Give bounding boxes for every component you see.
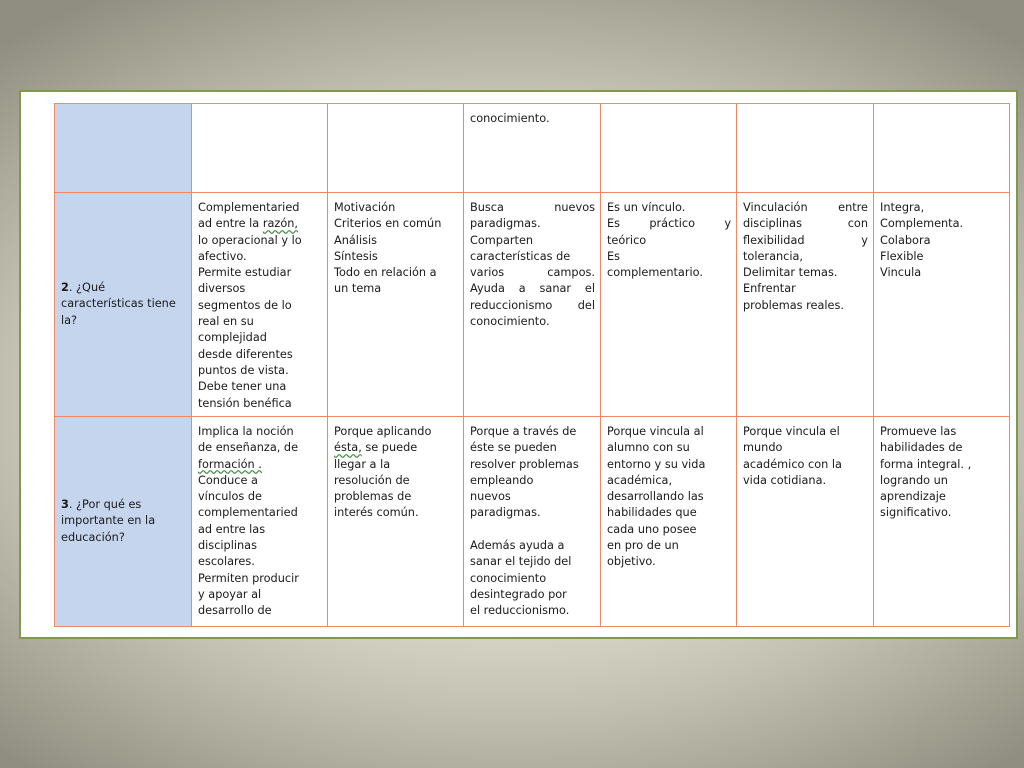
cell-text-line: Ayuda a sanar el bbox=[470, 282, 595, 296]
cell-text-line: Delimitar temas. bbox=[743, 266, 838, 280]
cell-text-line: Porque vincula el bbox=[743, 425, 840, 438]
table-cell bbox=[192, 193, 328, 417]
cell-text-line: conocimiento bbox=[470, 571, 547, 585]
cell-text-line: interés común. bbox=[334, 506, 419, 520]
table-cell bbox=[328, 417, 464, 627]
cell-text-line: habilidades de bbox=[880, 441, 963, 455]
cell-text-line: Es bbox=[607, 249, 621, 263]
table-cell bbox=[328, 104, 464, 193]
cell-text-line: puntos de vista. bbox=[198, 363, 289, 377]
cell-text-line: el reduccionismo. bbox=[470, 604, 570, 618]
cell-text-line: logrando un bbox=[880, 473, 948, 487]
cell-text-line: formación . bbox=[198, 457, 262, 471]
cell-text-line: Todo en relación a bbox=[334, 266, 437, 280]
question-text: . ¿Qué características tiene la? bbox=[61, 281, 176, 327]
cell-text-line: Flexible bbox=[880, 249, 924, 263]
cell-text-line: Es práctico y bbox=[607, 217, 731, 231]
cell-text-line: Además ayuda a bbox=[470, 539, 565, 553]
cell-text-line: desintegrado por bbox=[470, 587, 567, 601]
cell-text-line: Complementa. bbox=[880, 217, 964, 231]
cell-text-line: Colabora bbox=[880, 233, 931, 247]
table-cell bbox=[601, 193, 737, 417]
cell-text-line: vida cotidiana. bbox=[743, 473, 827, 487]
cell-text-line: Complementaried bbox=[198, 201, 300, 214]
cell-text-line: empleando bbox=[470, 473, 534, 487]
cell-text-line: entorno y su vida bbox=[607, 457, 706, 471]
row-header-cell bbox=[55, 104, 192, 193]
cell-text-line: significativo. bbox=[880, 506, 952, 520]
cell-text-line: Vinculación entre bbox=[743, 201, 868, 214]
cell-text-line: Porque vincula al bbox=[607, 425, 704, 438]
cell-text-line: habilidades que bbox=[607, 506, 697, 520]
cell-text-line: desde diferentes bbox=[198, 347, 293, 361]
cell-text-line: Criterios en común bbox=[334, 217, 442, 231]
table-cell bbox=[464, 417, 601, 627]
cell-text-line: escolares. bbox=[198, 555, 255, 569]
cell-text-line: paradigmas. bbox=[470, 217, 541, 231]
cell-text-line: paradigmas. bbox=[470, 506, 541, 520]
cell-text-line: problemas reales. bbox=[743, 298, 844, 312]
cell-text-line: Busca nuevos bbox=[470, 201, 595, 214]
cell-text-line: forma integral. , bbox=[880, 457, 972, 471]
table-cell bbox=[601, 417, 737, 627]
cell-text-line: en pro de un bbox=[607, 539, 679, 553]
cell-text-line: conocimiento. bbox=[470, 112, 550, 125]
cell-text-line: llegar a la bbox=[334, 457, 391, 471]
cell-text-line: resolver problemas bbox=[470, 457, 579, 471]
table-cell bbox=[328, 193, 464, 417]
characteristics-table bbox=[54, 103, 1010, 627]
cell-text-line: Permite estudiar bbox=[198, 266, 292, 280]
cell-text-line: afectivo. bbox=[198, 249, 247, 263]
cell-text-line: complementario. bbox=[607, 266, 703, 280]
cell-text-line: Porque a través de bbox=[470, 425, 577, 438]
table-cell bbox=[874, 104, 1010, 193]
cell-text-line: Vincula bbox=[880, 266, 922, 280]
cell-text-line: complejidad bbox=[198, 331, 267, 345]
cell-text-line: ésta, se puede bbox=[334, 441, 418, 455]
cell-text-line: resolución de bbox=[334, 473, 410, 487]
cell-text-line: Síntesis bbox=[334, 249, 378, 263]
cell-text-line: problemas de bbox=[334, 490, 412, 504]
cell-text-line: lo operacional y lo bbox=[198, 233, 302, 247]
cell-text-line: un tema bbox=[334, 282, 382, 296]
cell-text-line: Enfrentar bbox=[743, 282, 796, 296]
cell-text-line: diversos bbox=[198, 282, 246, 296]
table-row bbox=[55, 417, 1010, 627]
table-cell bbox=[737, 193, 874, 417]
cell-text-line: objetivo. bbox=[607, 555, 656, 569]
cell-text-line: complementaried bbox=[198, 506, 298, 520]
cell-text-line: aprendizaje bbox=[880, 490, 946, 504]
cell-text-line: tolerancia, bbox=[743, 249, 804, 263]
cell-text-line: Porque aplicando bbox=[334, 425, 432, 438]
table-cell bbox=[737, 104, 874, 193]
cell-text-line: conocimiento. bbox=[470, 315, 550, 329]
cell-text-line: ad entre la razón, bbox=[198, 217, 298, 231]
cell-text-line: Es un vínculo. bbox=[607, 201, 686, 214]
table-cell bbox=[737, 417, 874, 627]
cell-text-line: de enseñanza, de bbox=[198, 441, 299, 455]
cell-text-line: académica, bbox=[607, 473, 673, 487]
table-cell bbox=[874, 193, 1010, 417]
table-cell bbox=[601, 104, 737, 193]
table-cell bbox=[192, 417, 328, 627]
cell-text-line: alumno con su bbox=[607, 441, 690, 455]
question-number: 3 bbox=[61, 498, 69, 512]
row-header-cell bbox=[55, 417, 192, 627]
cell-text-line: segmentos de lo bbox=[198, 298, 292, 312]
cell-text-line: disciplinas con bbox=[743, 217, 868, 231]
cell-text-line: características de bbox=[470, 249, 571, 263]
cell-text-line: desarrollo de bbox=[198, 604, 272, 618]
cell-text-line bbox=[470, 522, 595, 538]
cell-text-line: ad entre las bbox=[198, 522, 266, 536]
cell-text-line: vínculos de bbox=[198, 490, 263, 504]
table-cell bbox=[874, 417, 1010, 627]
cell-text-line: Promueve las bbox=[880, 425, 957, 438]
table-row bbox=[55, 193, 1010, 417]
cell-text-line: Debe tener una bbox=[198, 380, 287, 394]
table-row bbox=[55, 104, 1010, 193]
row-header-cell bbox=[55, 193, 192, 417]
cell-text-line: sanar el tejido del bbox=[470, 555, 572, 569]
cell-text-line: y apoyar al bbox=[198, 587, 262, 601]
cell-text-line: Implica la noción bbox=[198, 425, 294, 438]
cell-text-line: Permiten producir bbox=[198, 571, 299, 585]
table-cell bbox=[464, 104, 601, 193]
cell-text-line: Conduce a bbox=[198, 473, 258, 487]
cell-text-line: académico con la bbox=[743, 457, 842, 471]
cell-text-line: éste se pueden bbox=[470, 441, 557, 455]
cell-text-line: nuevos bbox=[470, 490, 511, 504]
cell-text-line: disciplinas bbox=[198, 539, 257, 553]
cell-text-line: cada uno posee bbox=[607, 522, 697, 536]
cell-text-line: desarrollando las bbox=[607, 490, 704, 504]
table-cell bbox=[192, 104, 328, 193]
cell-text-line: reduccionismo del bbox=[470, 298, 595, 312]
cell-text-line: Comparten bbox=[470, 233, 534, 247]
slide-frame bbox=[19, 90, 1018, 639]
cell-text-line: teórico bbox=[607, 233, 647, 247]
cell-text-line: Motivación bbox=[334, 201, 396, 214]
cell-text-line: Análisis bbox=[334, 233, 377, 247]
cell-text-line: Integra, bbox=[880, 201, 925, 214]
cell-text-line: tensión benéfica bbox=[198, 396, 292, 410]
cell-text-line: flexibilidad y bbox=[743, 233, 868, 247]
cell-text-line: mundo bbox=[743, 441, 783, 455]
cell-text-line: varios campos. bbox=[470, 266, 595, 280]
question-text: . ¿Por qué es importante en la educación? bbox=[61, 498, 156, 544]
cell-text-line: real en su bbox=[198, 315, 254, 329]
table-cell bbox=[464, 193, 601, 417]
question-number: 2 bbox=[61, 281, 69, 295]
